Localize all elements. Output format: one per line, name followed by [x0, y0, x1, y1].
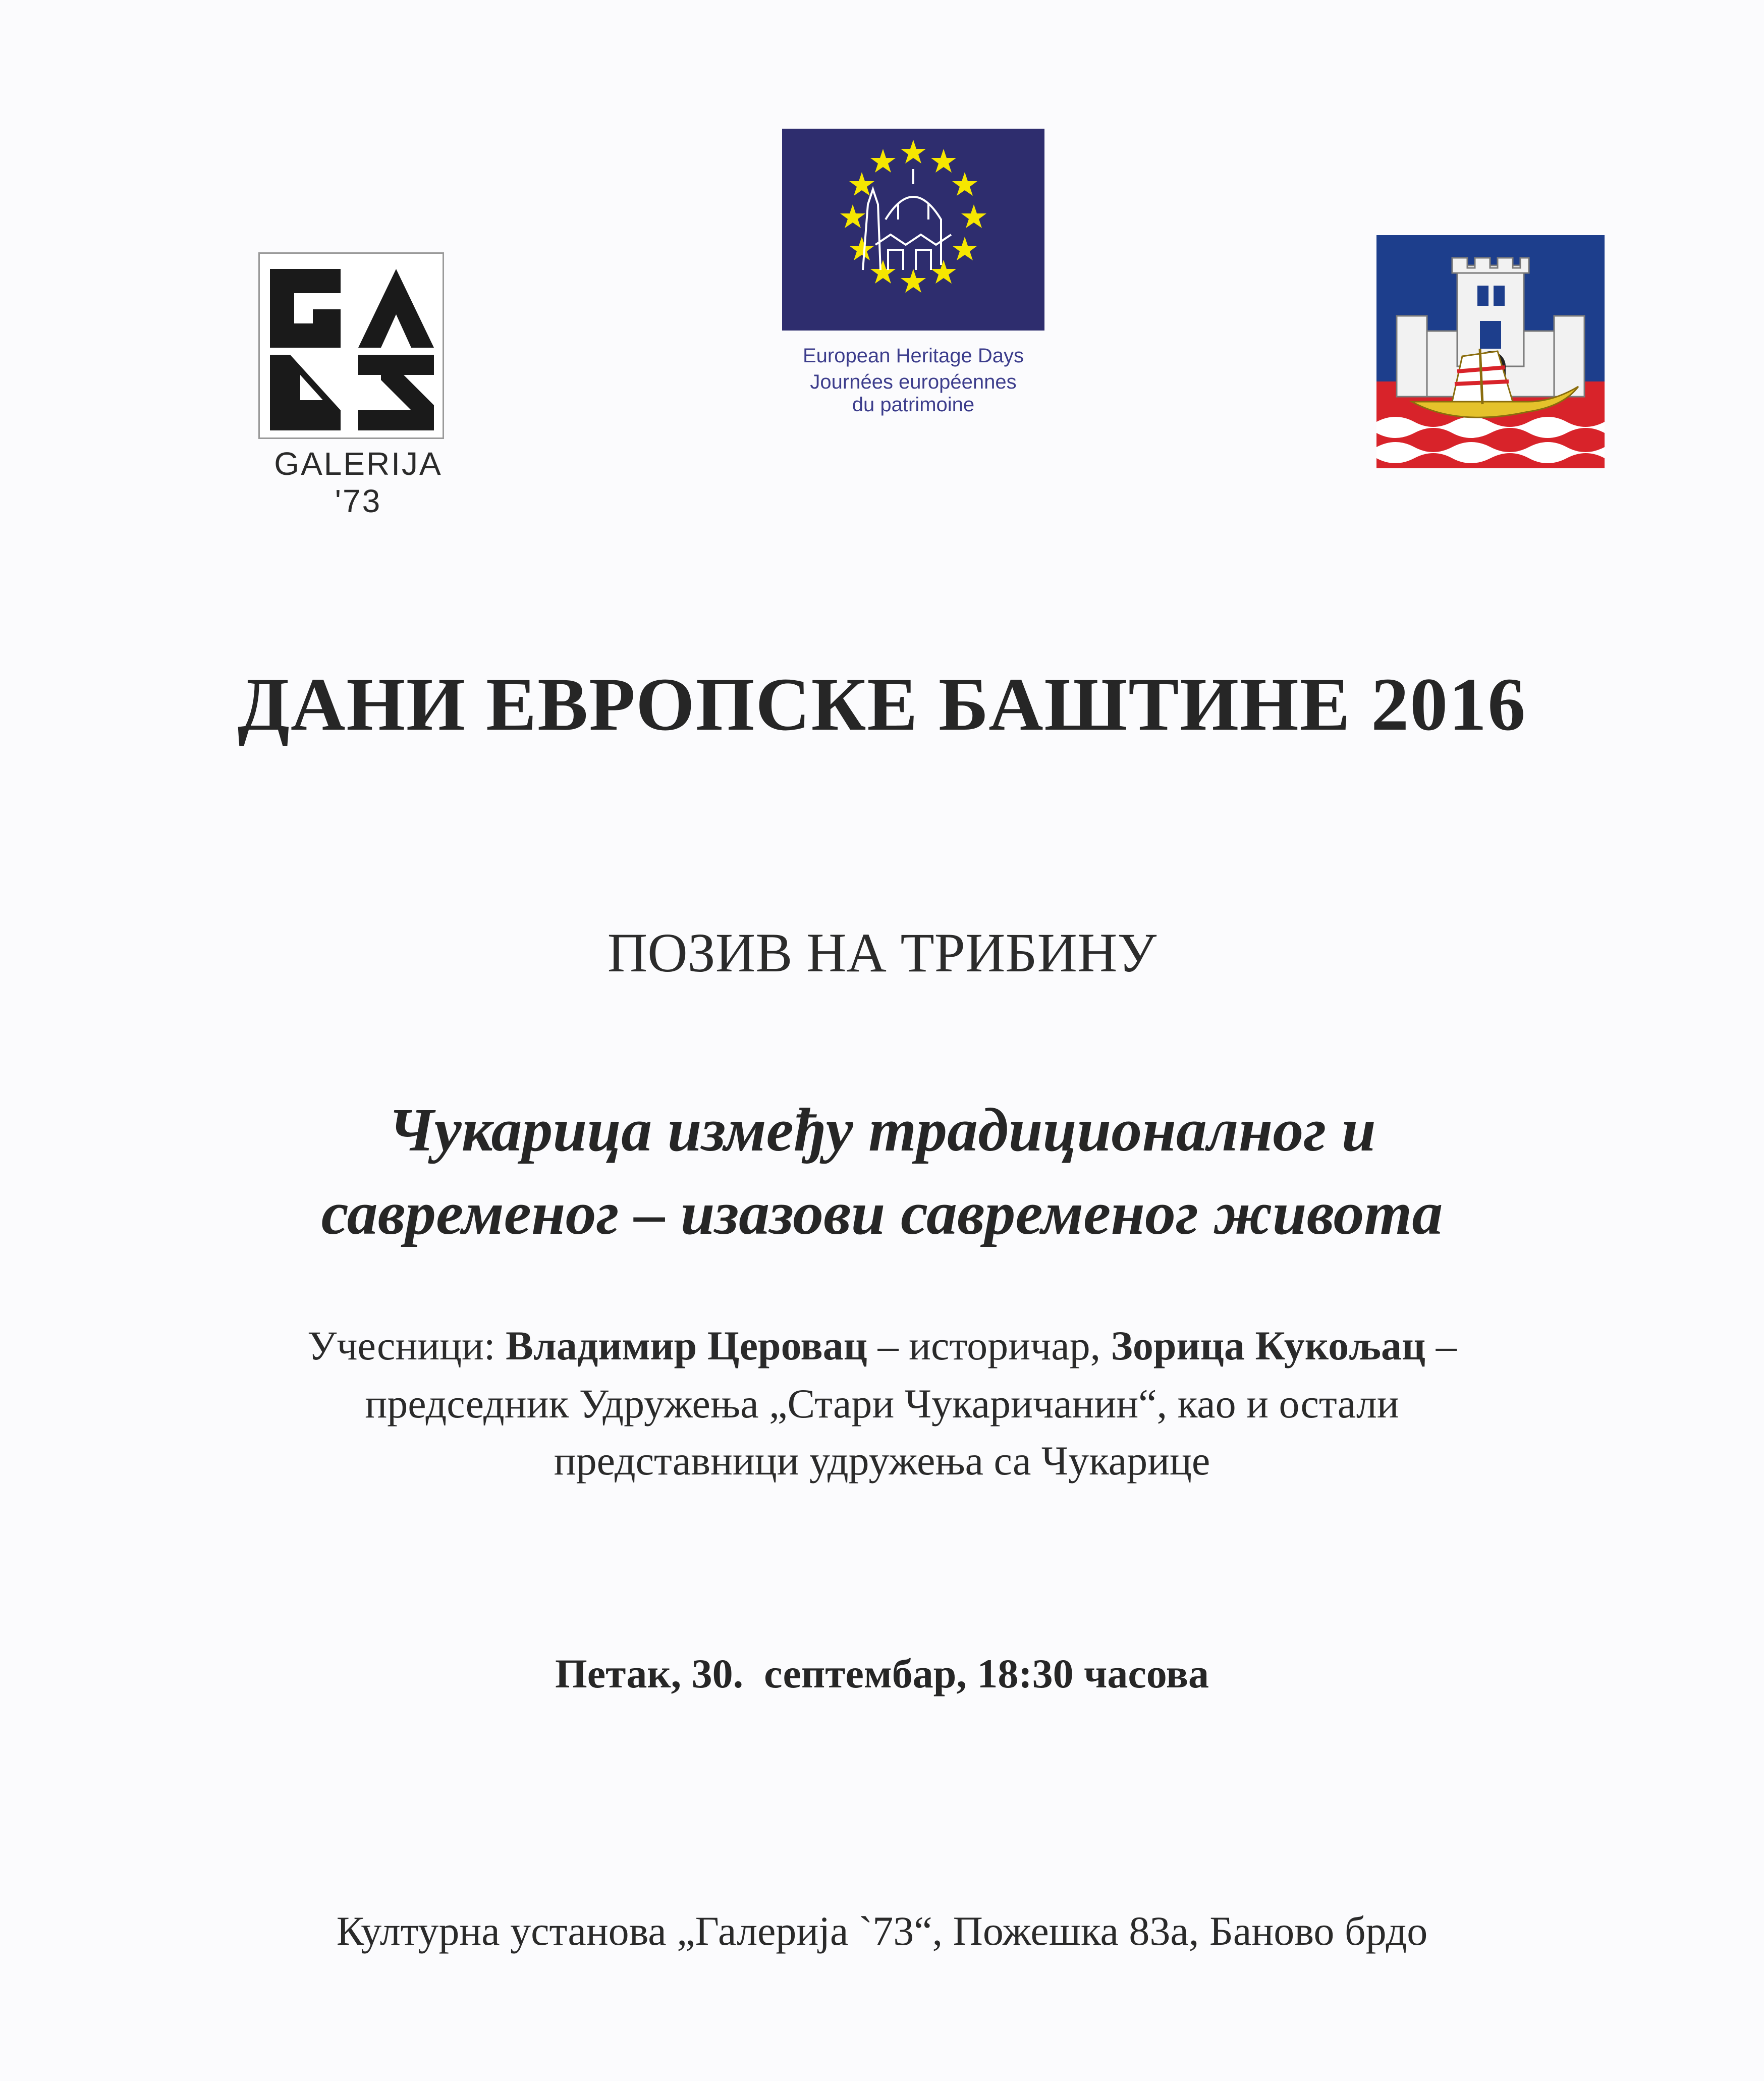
belgrade-coat-of-arms — [1376, 235, 1605, 468]
heritage-logo-line1: European Heritage Days — [802, 345, 1024, 367]
galerija-logo-mark — [260, 254, 443, 437]
topic-line-2: савременог – изазови савременог живота — [321, 1179, 1443, 1247]
participant-2-name: Зорица Кукољац — [1111, 1323, 1426, 1368]
participants-line-3: представници удружења са Чукарице — [554, 1438, 1210, 1484]
event-venue: Културна установа „Галерија `73“, Пожешка 83а, Баново брдо — [336, 1908, 1428, 1954]
participants-label: Учесници: — [307, 1323, 495, 1368]
participants-line-1 — [0, 1322, 1764, 1370]
event-title: ДАНИ ЕВРОПСКЕ БАШТИНЕ 2016 — [237, 663, 1527, 746]
galerija-logo-caption: GALERIJA '73 — [274, 446, 443, 519]
participants-line-2: председник Удружења „Стари Чукаричанин“, као и остали — [365, 1381, 1399, 1427]
european-heritage-days-logo — [782, 129, 1044, 442]
heritage-logo-line2: Journées européennes — [810, 371, 1017, 393]
galerija-73-logo — [252, 252, 464, 519]
invitation-subtitle: ПОЗИВ НА ТРИБИНУ — [607, 922, 1157, 983]
eu-flag-emblem — [782, 129, 1044, 331]
heritage-logo-line3: du patrimoine — [852, 394, 975, 416]
participant-1-name: Владимир Церовац — [506, 1323, 868, 1368]
topic-line-1: Чукарица између традиционалног и — [388, 1096, 1376, 1164]
participant-2-dash: – — [1425, 1323, 1457, 1368]
participant-1-role: – историчар, — [867, 1323, 1111, 1368]
coat-of-arms-emblem — [1376, 235, 1605, 468]
event-date-time: Петак, 30. септембар, 18:30 часова — [555, 1651, 1209, 1696]
galerija-logo-frame — [258, 252, 444, 439]
